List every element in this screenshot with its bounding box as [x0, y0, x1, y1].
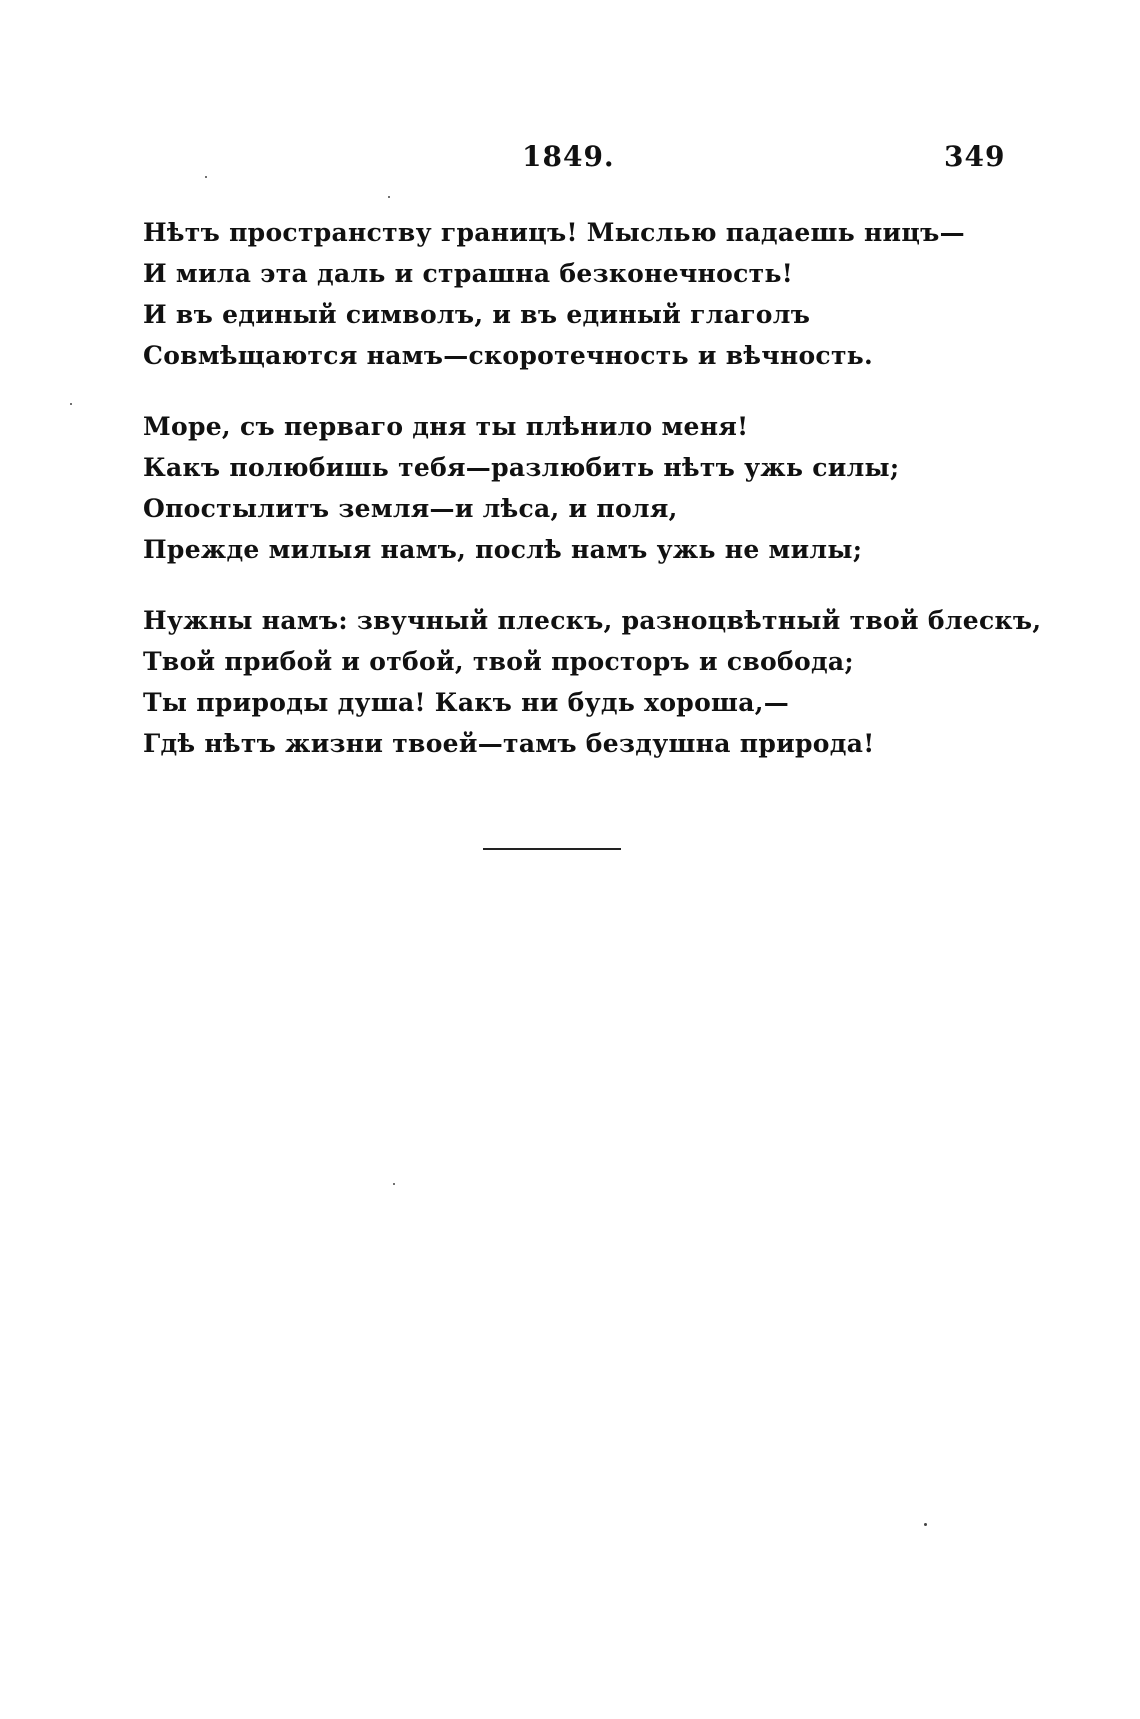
stanza-2: [143, 406, 1023, 570]
stanza-3: [143, 600, 1042, 764]
poem: [143, 212, 1042, 794]
end-of-poem-rule: [483, 848, 621, 850]
page-number: 349: [944, 140, 1006, 173]
scan-speck: [205, 176, 207, 178]
scan-speck: [388, 196, 390, 198]
poem-line: Опостылитъ земля—и лѣса, и поля,: [143, 494, 678, 523]
stanza-1: [143, 212, 1023, 376]
scan-speck: [70, 403, 72, 405]
poem-line: Прежде милыя намъ, послѣ намъ ужь не милы;: [143, 535, 863, 564]
header-year: 1849.: [522, 140, 615, 173]
poem-line: Море, съ перваго дня ты плѣнило меня!: [143, 412, 749, 441]
poem-line: Совмѣщаются намъ—скоротечность и вѣчность.: [143, 341, 874, 370]
poem-line: Какъ полюбишь тебя—разлюбить нѣтъ ужь силы;: [143, 453, 900, 482]
poem-line: Нужны намъ: звучный плескъ, разноцвѣтный твой блескъ,: [143, 606, 1042, 635]
poem-line: Нѣтъ пространству границъ! Мыслью падаешь ницъ—: [143, 218, 965, 247]
poem-line: И мила эта даль и страшна безконечность!: [143, 259, 793, 288]
scan-speck: [393, 1183, 395, 1185]
poem-line: Ты природы душа! Какъ ни будь хороша,—: [143, 688, 790, 717]
poem-line: И въ единый символъ, и въ единый глаголъ: [143, 300, 811, 329]
scan-speck: [924, 1523, 927, 1526]
running-header: [0, 140, 1140, 180]
poem-line: Твой прибой и отбой, твой просторъ и свобода;: [143, 647, 854, 676]
poem-line: Гдѣ нѣтъ жизни твоей—тамъ бездушна природа!: [143, 729, 875, 758]
